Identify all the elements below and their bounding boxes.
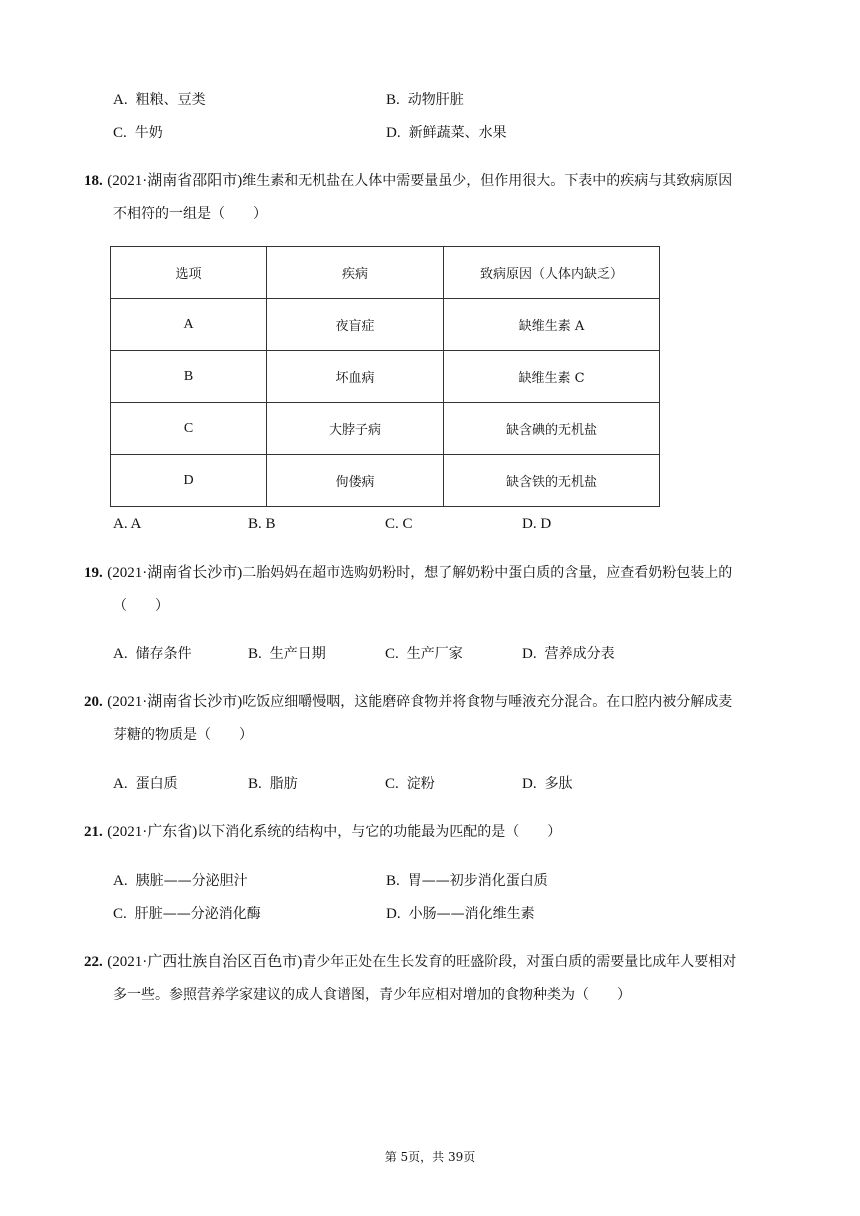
q20-option-d: D. 多肽 [522,776,573,792]
q17-option-a: A. 粗粮、豆类 [113,92,206,108]
q18-option-d: D. D [522,516,552,532]
q21-option-d: D. 小肠——消化维生素 [386,906,535,922]
table-cell: 缺维生素 C [444,351,660,403]
question-22-line-1: 22. (2021·广西壮族自治区百色市)青少年正处在生长发育的旺盛阶段，对蛋白质的需要量比成年人要相对 [84,954,737,970]
table-cell: 大脖子病 [267,403,444,455]
q17-option-b: B. 动物肝脏 [386,92,464,108]
table-cell: 缺含铁的无机盐 [444,455,660,507]
q19-option-c: C. 生产厂家 [385,646,463,662]
question-20-line-2: 芽糖的物质是（ ） [113,727,253,743]
table-cell: C [111,403,267,455]
page-footer: 第 5页，共 39页 [384,1150,476,1164]
q17-option-d: D. 新鲜蔬菜、水果 [386,125,507,141]
table-cell: A [111,299,267,351]
question-18-line-2: 不相符的一组是（ ） [113,206,267,222]
q20-option-a: A. 蛋白质 [113,776,178,792]
table-header-option: 选项 [111,247,267,299]
question-18-line-1: 18. (2021·湖南省邵阳市)维生素和无机盐在人体中需要量虽少，但作用很大。下表中的疾病与其致病原因 [84,173,733,189]
table-cell: 坏血病 [267,351,444,403]
question-19-line-1: 19. (2021·湖南省长沙市)二胎妈妈在超市选购奶粉时，想了解奶粉中蛋白质的含量，应查看奶粉包装上的 [84,565,733,581]
deficiency-table [110,246,660,507]
q18-option-b: B. B [248,516,276,532]
question-21-line-1: 21. (2021·广东省)以下消化系统的结构中，与它的功能最为匹配的是（ ） [84,824,562,840]
q21-option-b: B. 胃——初步消化蛋白质 [386,873,548,889]
q21-option-a: A. 胰脏——分泌胆汁 [113,873,248,889]
table-cell: 缺维生素 A [444,299,660,351]
table-header-disease: 疾病 [267,247,444,299]
table-cell: 夜盲症 [267,299,444,351]
table-cell: 佝偻病 [267,455,444,507]
table-row [111,351,660,403]
table-header-row [111,247,660,299]
q20-option-c: C. 淀粉 [385,776,435,792]
q19-option-d: D. 营养成分表 [522,646,615,662]
table-cell: B [111,351,267,403]
q17-option-c: C. 牛奶 [113,125,163,141]
question-20-line-1: 20. (2021·湖南省长沙市)吃饭应细嚼慢咽，这能磨碎食物并将食物与唾液充分混合。在口腔内被分解成麦 [84,694,733,710]
q18-option-a: A. A [113,516,142,532]
table-row [111,403,660,455]
q19-option-a: A. 储存条件 [113,646,192,662]
q21-option-c: C. 肝脏——分泌消化酶 [113,906,261,922]
q19-option-b: B. 生产日期 [248,646,326,662]
q20-option-b: B. 脂肪 [248,776,298,792]
question-19-line-2: （ ） [113,598,169,614]
q18-option-c: C. C [385,516,413,532]
table-header-cause: 致病原因（人体内缺乏） [444,247,660,299]
table-cell: 缺含碘的无机盐 [444,403,660,455]
table-row [111,299,660,351]
table-cell: D [111,455,267,507]
question-22-line-2: 多一些。参照营养学家建议的成人食谱图，青少年应相对增加的食物种类为（ ） [113,987,631,1003]
table-row [111,455,660,507]
